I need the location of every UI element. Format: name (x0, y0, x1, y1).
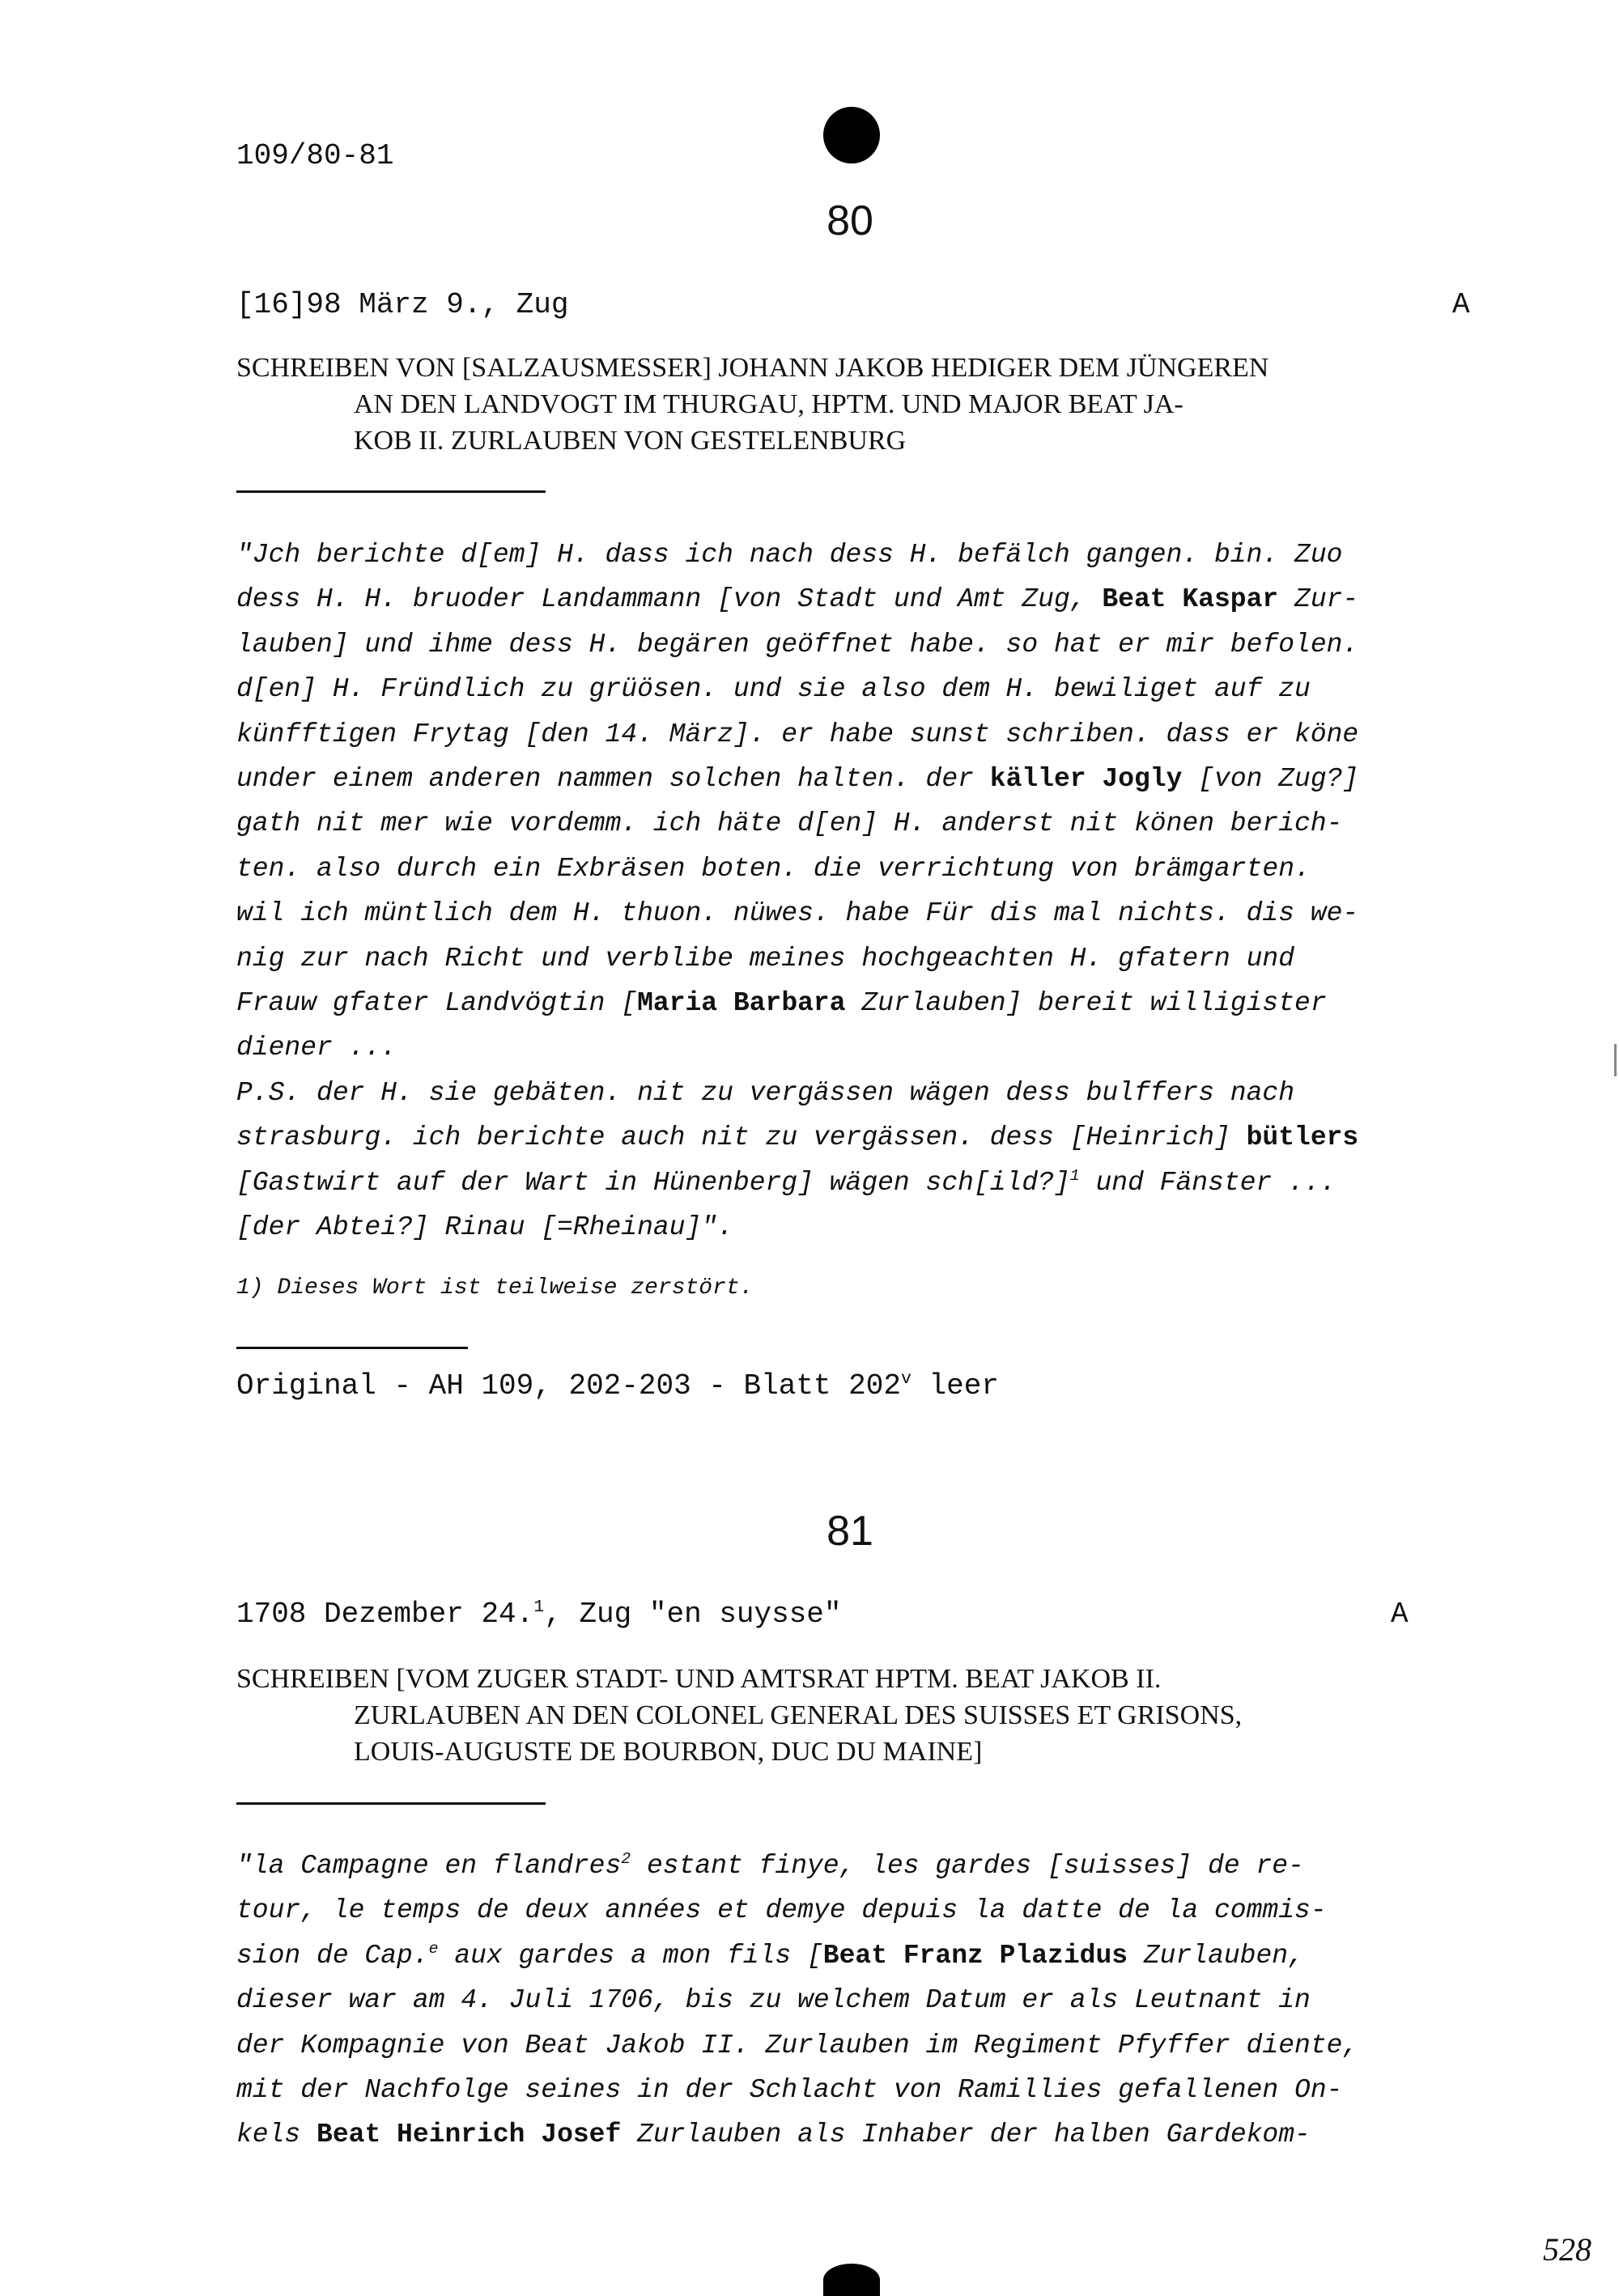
text-line: ten. also durch ein Exbräsen boten. die verrichtung von brämgarten. (236, 853, 1311, 884)
title-line: SCHREIBEN [VOM ZUGER STADT- UND AMTSRAT HPTM. BEAT JAKOB II. (236, 1664, 1162, 1694)
punch-hole-mark (823, 2264, 880, 2296)
text-line: mit der Nachfolge seines in der Schlacht von Ramillies gefallenen On- (236, 2075, 1343, 2106)
entry-title (236, 1661, 1499, 1770)
title-line: AN DEN LANDVOGT IM THURGAU, HPTM. UND MAJOR BEAT JA- (354, 389, 1183, 419)
footnote-ref: 1 (533, 1598, 545, 1617)
entry-number: 80 (826, 197, 873, 244)
entry-letter: A (1452, 288, 1470, 321)
text-line: [Gastwirt auf der Wart in Hünenberg] wägen sch[ild?]$^1$ und Fänster ... (236, 1166, 1336, 1198)
punch-hole-mark (823, 107, 880, 163)
document-reference: 109/80-81 (236, 139, 394, 172)
person-name: käller Jogly (989, 764, 1183, 795)
text-line: lauben] und ihme dess H. begären geöffnet habe. so hat er mir befolen. (236, 629, 1359, 660)
scan-edge-mark (1614, 1044, 1617, 1076)
text-line: P.S. der H. sie gebäten. nit zu vergässen wägen dess bulffers nach (236, 1077, 1295, 1108)
text-line: gath nit mer wie vordemm. ich häte d[en] H. anderst nit könen berich- (236, 808, 1343, 839)
text-line: kels Beat Heinrich Josef Zurlauben als Inhaber der halben Gardekom- (236, 2120, 1311, 2150)
text-line: [der Abtei?] Rinau [=Rheinau]". (236, 1212, 733, 1243)
divider (236, 1347, 468, 1349)
text-line: diener ... (236, 1033, 397, 1063)
letter-text (236, 1844, 1467, 2158)
person-name: Maria Barbara (637, 988, 846, 1019)
person-name: Beat Heinrich Josef (317, 2120, 622, 2150)
divider (236, 490, 546, 493)
text-line: dess H. H. bruoder Landammann [von Stadt und Amt Zug, Beat Kaspar Zur- (236, 584, 1359, 615)
entry-letter: A (1391, 1598, 1409, 1631)
text-line: wil ich müntlich dem H. thuon. nüwes. habe Für dis mal nichts. dis we- (236, 898, 1359, 929)
text-line: under einem anderen nammen solchen halten. der käller Jogly [von Zug?] (236, 764, 1359, 795)
text-line: nig zur nach Richt und verblibe meines hochgeachten H. gfatern und (236, 943, 1295, 974)
source-reference: Original - AH 109, 202-203 - Blatt 202$^v$ leer (236, 1369, 999, 1403)
text-line: Frauw gfater Landvögtin [Maria Barbara Zurlauben] bereit willigister (236, 988, 1327, 1019)
footnote: 1) Dieses Wort ist teilweise zerstört. (236, 1275, 754, 1301)
title-line: ZURLAUBEN AN DEN COLONEL GENERAL DES SUISSES ET GRISONS, (354, 1700, 1243, 1730)
person-name: bütlers (1246, 1123, 1359, 1153)
title-line: LOUIS-AUGUSTE DE BOURBON, DUC DU MAINE] (354, 1737, 983, 1767)
text-line: künfftigen Frytag [den 14. März]. er habe sunst schriben. dass er köne (236, 719, 1359, 749)
footnote-ref: 2 (621, 1850, 631, 1868)
text-line: der Kompagnie von Beat Jakob II. Zurlauben im Regiment Pfyffer diente, (236, 2030, 1359, 2060)
letter-text (236, 533, 1467, 1250)
divider (236, 1802, 546, 1805)
handwritten-page-number: 528 (1543, 2231, 1591, 2268)
entry-date: [16]98 März 9., Zug (236, 288, 569, 321)
text-line: d[en] H. Fründlich zu grüösen. und sie also dem H. bewiliget auf zu (236, 674, 1311, 705)
entry-number: 81 (826, 1508, 873, 1555)
person-name: Beat Kaspar (1102, 584, 1279, 615)
entry-title (236, 350, 1499, 459)
footnote-ref: 1 (1069, 1166, 1080, 1185)
text-line: tour, le temps de deux années et demye depuis la datte de la commis- (236, 1895, 1327, 1926)
text-line: sion de Cap.$^e$ aux gardes a mon fils [Beat Franz Plazidus Zurlauben, (236, 1939, 1304, 1971)
text-line: dieser war am 4. Juli 1706, bis zu welchem Datum er als Leutnant in (236, 1985, 1311, 2016)
text-line: "Jch berichte d[em] H. dass ich nach dess H. befälch gangen. bin. Zuo (236, 540, 1343, 570)
title-line: SCHREIBEN VON [SALZAUSMESSER] JOHANN JAKOB HEDIGER DEM JÜNGEREN (236, 353, 1269, 383)
text-line: strasburg. ich berichte auch nit zu vergässen. dess [Heinrich] bütlers (236, 1123, 1359, 1153)
entry-date: 1708 Dezember 24.$^1$, Zug "en suysse" (236, 1598, 842, 1631)
person-name: Beat Franz Plazidus (822, 1940, 1128, 1971)
text-line: "la Campagne en flandres$^2$ estant finye, les gardes [suisses] de re- (236, 1850, 1304, 1881)
title-line: KOB II. ZURLAUBEN VON GESTELENBURG (354, 426, 907, 456)
